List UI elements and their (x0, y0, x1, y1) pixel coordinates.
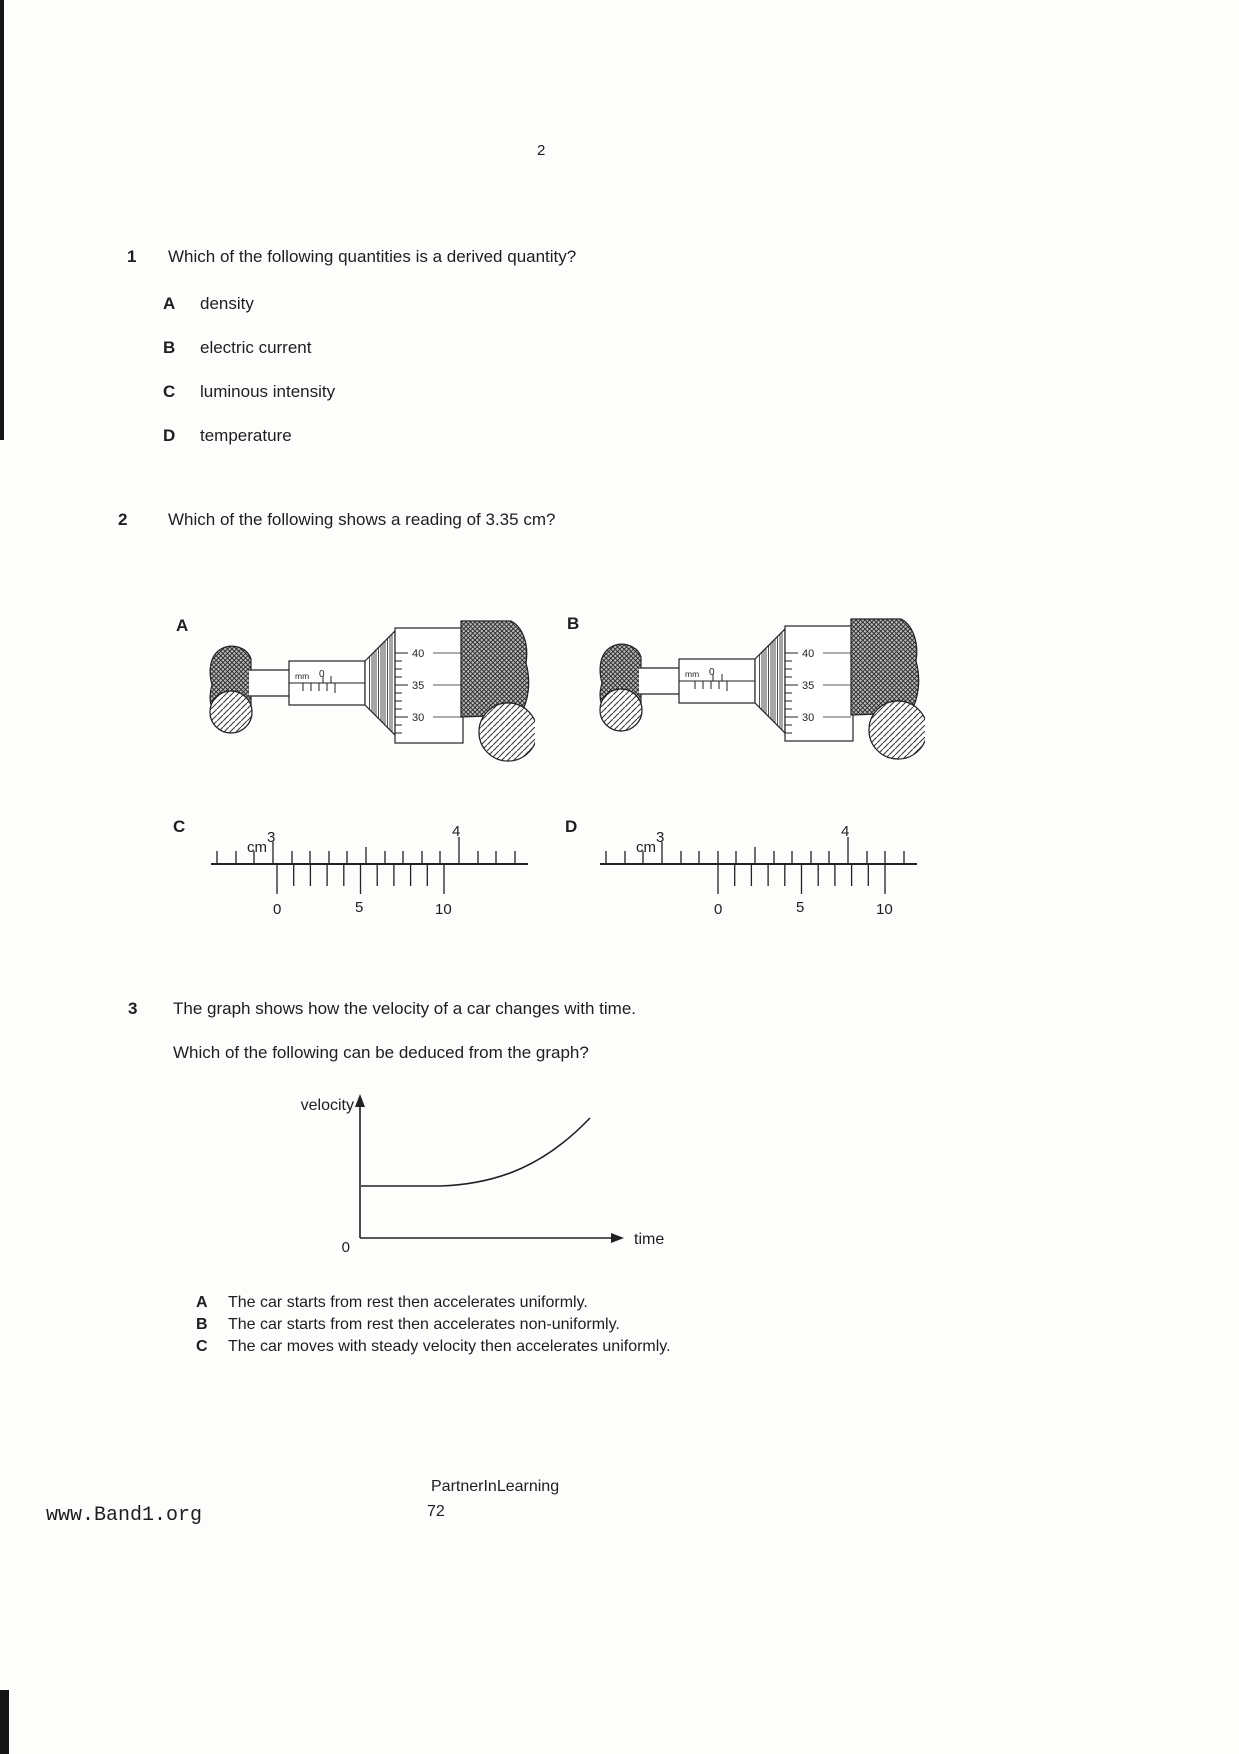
vernier-label-5: 5 (355, 899, 364, 916)
q1-option-a (163, 294, 254, 314)
ruler-unit-label: cm (247, 839, 267, 856)
q1-text: Which of the following quantities is a derived quantity? (168, 247, 577, 266)
q1-option-b-letter: B (163, 338, 176, 357)
thimble-label-35: 35 (412, 680, 425, 692)
footer-page-ref: 72 (427, 1503, 445, 1520)
micrometer-anvil-circle (210, 691, 252, 733)
thimble-label-40: 40 (802, 648, 815, 660)
micrometer-unit-label: mm (685, 669, 700, 679)
ruler-label-3: 3 (656, 829, 665, 846)
vernier-label-0: 0 (273, 901, 282, 918)
micrometer-spindle (249, 670, 291, 696)
footer-partner-text: PartnerInLearning (431, 1478, 560, 1495)
micrometer-spindle (639, 668, 681, 694)
q1-option-d-letter: D (163, 426, 176, 445)
graph-ylabel: velocity (300, 1097, 354, 1114)
micrometer-diagram-a (205, 613, 535, 775)
velocity-time-graph (268, 1088, 708, 1263)
ruler-label-3: 3 (267, 829, 276, 846)
q1-option-b-text: electric current (200, 338, 312, 357)
vernier-scale-diagram-c (203, 822, 538, 937)
graph-origin-label: 0 (341, 1239, 350, 1256)
q1-option-b (163, 338, 311, 358)
thimble-label-40: 40 (412, 648, 425, 660)
page-number: 2 (537, 142, 546, 159)
q1-option-a-letter: A (163, 294, 176, 313)
graph-y-arrowhead (355, 1094, 365, 1107)
micrometer-zero-label: 0 (319, 669, 325, 680)
q1-option-a-text: density (200, 294, 254, 313)
vernier-label-10: 10 (435, 901, 452, 918)
q3-text-line1: The graph shows how the velocity of a car changes with time. (173, 999, 637, 1018)
vernier-scale-ticks (718, 864, 885, 894)
vernier-scale-ticks (277, 864, 444, 894)
q1-option-c-text: luminous intensity (200, 382, 336, 401)
ruler-label-4: 4 (452, 823, 461, 840)
q2-diagram-b-label: B (567, 614, 580, 633)
velocity-curve (361, 1118, 590, 1186)
q2-diagram-c-label: C (173, 817, 186, 836)
q1-option-d-text: temperature (200, 426, 292, 445)
q2-text: Which of the following shows a reading of 3.35 cm? (168, 510, 556, 529)
q3-number: 3 (128, 999, 138, 1018)
thimble-label-30: 30 (802, 712, 815, 724)
q1-number: 1 (127, 247, 137, 266)
graph-xlabel: time (634, 1231, 665, 1248)
scan-artifact-bottom-left (0, 0, 4, 114)
thimble-label-35: 35 (802, 680, 815, 692)
micrometer-zero-label: 0 (709, 667, 715, 678)
micrometer-diagram-b (595, 611, 925, 773)
q3-option-a-letter: A (196, 1294, 208, 1311)
q1-option-c-letter: C (163, 382, 176, 401)
q2-number: 2 (118, 510, 128, 529)
vernier-scale-diagram-d (592, 822, 927, 937)
scan-artifact-corner (0, 1690, 9, 1754)
q2-diagram-a-label: A (176, 616, 189, 635)
q3-option-a (196, 1294, 588, 1312)
q1-option-d (163, 426, 292, 446)
micrometer-unit-label: mm (295, 671, 310, 681)
vernier-label-5: 5 (796, 899, 805, 916)
vernier-label-10: 10 (876, 901, 893, 918)
micrometer-thimble (785, 626, 853, 741)
micrometer-frame-circle (869, 701, 925, 759)
q3-option-b-text: The car starts from rest then accelerates non-uniformly. (228, 1316, 620, 1333)
ruler-unit-label: cm (636, 839, 656, 856)
footer-website: www.Band1.org (46, 1504, 203, 1527)
q2-diagram-d-label: D (565, 817, 578, 836)
q3-option-c-letter: C (196, 1338, 208, 1355)
micrometer-frame-circle (479, 703, 535, 761)
graph-x-arrowhead (611, 1233, 624, 1243)
q1-option-c (163, 382, 335, 402)
micrometer-frame-right (851, 619, 919, 715)
q3-text-line2: Which of the following can be deduced from the graph? (173, 1043, 589, 1062)
thimble-label-30: 30 (412, 712, 425, 724)
q3-option-a-text: The car starts from rest then accelerates uniformly. (228, 1294, 588, 1311)
micrometer-anvil-circle (600, 689, 642, 731)
micrometer-frame-right (461, 621, 529, 717)
q3-option-b-letter: B (196, 1316, 208, 1333)
q3-option-c-text: The car moves with steady velocity then accelerates uniformly. (228, 1338, 671, 1355)
q3-option-b (196, 1316, 620, 1334)
vernier-label-0: 0 (714, 901, 723, 918)
q3-option-c (196, 1338, 671, 1356)
ruler-label-4: 4 (841, 823, 850, 840)
